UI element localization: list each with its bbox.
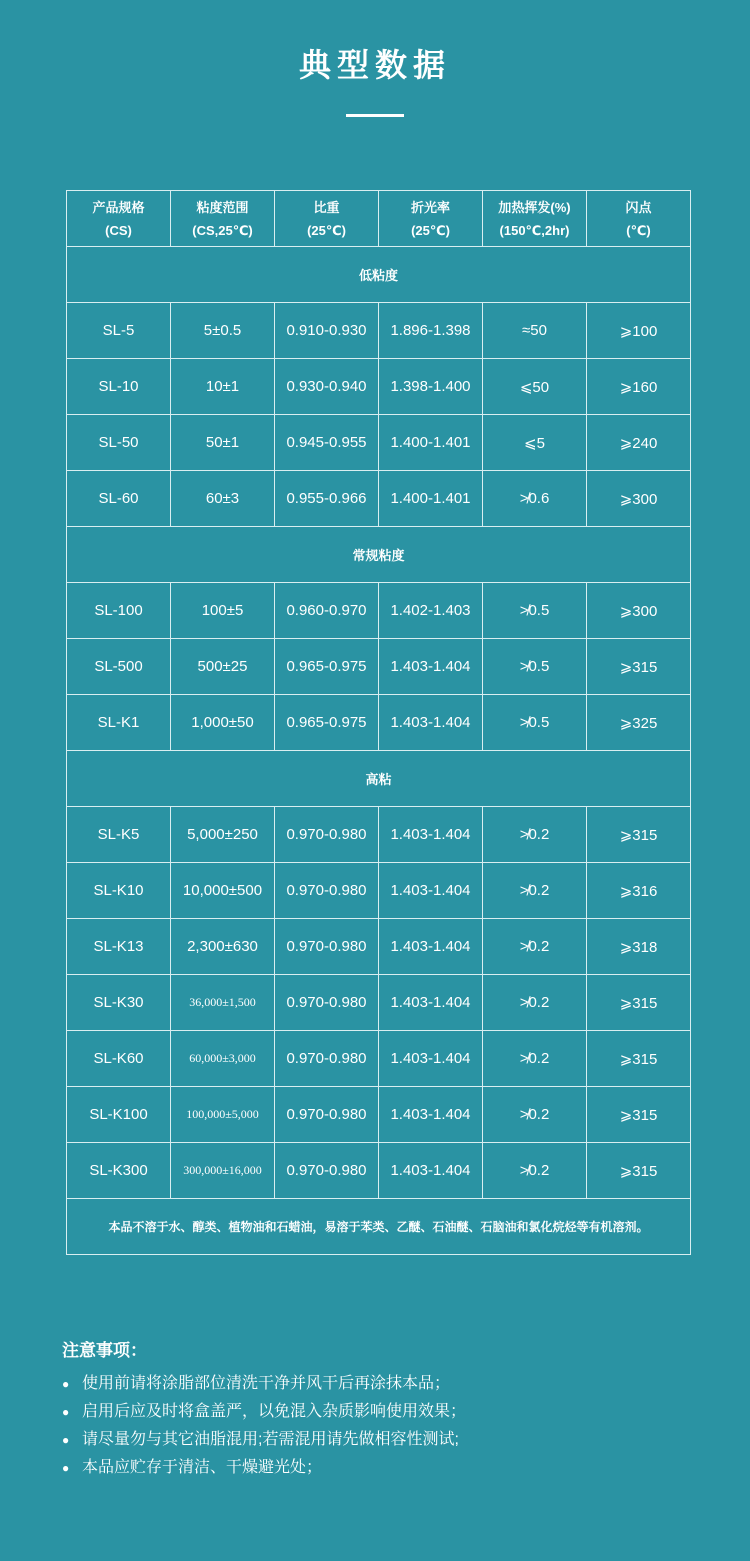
section-row [67,527,691,583]
table-cell: ⩾240 [587,415,691,471]
table-cell: 0.970-0.980 [275,1143,379,1199]
table-header-cell [275,191,379,247]
table-row [67,975,691,1031]
table-cell: 0.970-0.980 [275,1087,379,1143]
table-row [67,807,691,863]
section-title: 高粘 [67,751,691,807]
table-cell: SL-100 [67,583,171,639]
table-header-cell [67,191,171,247]
table-cell: ⩾315 [587,807,691,863]
table-cell: 5,000±250 [171,807,275,863]
table-cell: 0.965-0.975 [275,639,379,695]
table-header-row [67,191,691,247]
table-cell: ⩾100 [587,303,691,359]
table-cell: 1.398-1.400 [379,359,483,415]
table-cell: ⩾315 [587,1143,691,1199]
table-cell: SL-K60 [67,1031,171,1087]
table-row [67,919,691,975]
table-cell: ⩾315 [587,1031,691,1087]
table-row [67,1031,691,1087]
table-cell: ≯0.2 [483,975,587,1031]
table-cell: ⩾315 [587,1087,691,1143]
notes-item-text: 启用后应及时将盒盖严，以免混入杂质影响使用效果； [82,1403,467,1420]
table-cell: 0.970-0.980 [275,1031,379,1087]
table-cell: 1.403-1.404 [379,1031,483,1087]
section-row [67,247,691,303]
table-cell: 1.403-1.404 [379,863,483,919]
table-cell: ⩽50 [483,359,587,415]
table-cell: 0.970-0.980 [275,919,379,975]
table-cell: 1.402-1.403 [379,583,483,639]
table-row [67,303,691,359]
table-cell: SL-10 [67,359,171,415]
table-cell: 1.403-1.404 [379,1087,483,1143]
table-cell: ⩽5 [483,415,587,471]
table-row [67,863,691,919]
table-cell: ⩾300 [587,471,691,527]
header-line: 粘度范围 [196,199,249,215]
table-cell: 5±0.5 [171,303,275,359]
notes-item-text: 请尽量勿与其它油脂混用;若需混用请先做相容性测试; [82,1431,459,1448]
table-cell: 1.400-1.401 [379,471,483,527]
table-cell: ≯0.2 [483,863,587,919]
table-cell: 100,000±5,000 [171,1087,275,1143]
bullet-icon: ● [62,1461,70,1475]
section-title: 常规粘度 [67,527,691,583]
table-cell: 0.955-0.966 [275,471,379,527]
table-cell: 60,000±3,000 [171,1031,275,1087]
table-cell: ≯0.2 [483,919,587,975]
table-cell: 1.403-1.404 [379,1143,483,1199]
table-cell: 1.403-1.404 [379,807,483,863]
header-line: 比重 [313,199,340,215]
table-cell: ⩾325 [587,695,691,751]
table-cell: SL-50 [67,415,171,471]
table-cell: ⩾160 [587,359,691,415]
header-line: 产品规格 [92,199,145,215]
table-cell: ≯0.5 [483,639,587,695]
table-cell: 50±1 [171,415,275,471]
table-cell: SL-K100 [67,1087,171,1143]
table-cell: 100±5 [171,583,275,639]
table-cell: ⩾300 [587,583,691,639]
table-cell: 1.403-1.404 [379,919,483,975]
table-cell: SL-K300 [67,1143,171,1199]
notes-item-text: 使用前请将涂脂部位清洗干净并风干后再涂抹本品； [82,1375,451,1392]
table-cell: 0.970-0.980 [275,807,379,863]
table-cell: 36,000±1,500 [171,975,275,1031]
table-cell: 60±3 [171,471,275,527]
table-note: 本品不溶于水、醇类、植物油和石蜡油，易溶于苯类、乙醚、石油醚、石脑油和氯化烷烃等有机溶剂。 [67,1199,691,1255]
table-cell: ≯0.2 [483,1143,587,1199]
notes-item-text: 本品应贮存于清洁、干燥避光处； [82,1459,323,1476]
table-cell: 10±1 [171,359,275,415]
table-row [67,471,691,527]
table-cell: 1.403-1.404 [379,639,483,695]
header-line: (25℃) [411,222,450,238]
table-cell: 0.945-0.955 [275,415,379,471]
table-row [67,639,691,695]
table-header-cell [171,191,275,247]
table-cell: 0.930-0.940 [275,359,379,415]
table-cell: SL-500 [67,639,171,695]
notes-item [62,1426,722,1454]
table-header-cell [483,191,587,247]
table-row [67,415,691,471]
table-cell: 0.910-0.930 [275,303,379,359]
table-cell: SL-5 [67,303,171,359]
header-line: 折光率 [410,199,450,215]
table-cell: ≈50 [483,303,587,359]
table-cell: 1.403-1.404 [379,695,483,751]
table-cell: SL-K13 [67,919,171,975]
table-cell: SL-K30 [67,975,171,1031]
table-cell: SL-60 [67,471,171,527]
title-underline [346,114,404,117]
notes-item [62,1370,722,1398]
table-cell: ⩾315 [587,975,691,1031]
bullet-icon: ● [62,1405,70,1419]
table-cell: 500±25 [171,639,275,695]
table-cell: ≯0.5 [483,583,587,639]
table-cell: 10,000±500 [171,863,275,919]
table-cell: SL-K1 [67,695,171,751]
header-line: 闪点 [625,199,652,215]
table-cell: SL-K10 [67,863,171,919]
table-header-cell [379,191,483,247]
table-cell: 2,300±630 [171,919,275,975]
table-cell: 0.965-0.975 [275,695,379,751]
table-cell: 0.970-0.980 [275,975,379,1031]
table-row [67,359,691,415]
notes-item [62,1398,722,1426]
table-cell: ⩾318 [587,919,691,975]
table-cell: 0.970-0.980 [275,863,379,919]
table-note-row [67,1199,691,1255]
table-cell: 1.403-1.404 [379,975,483,1031]
section-row [67,751,691,807]
typical-data-table [66,190,691,1255]
page-title: 典型数据 [298,47,451,83]
table-cell: 1.400-1.401 [379,415,483,471]
table-cell: ≯0.5 [483,695,587,751]
table-cell: ≯0.2 [483,807,587,863]
notes-item [62,1454,722,1482]
notes-section [62,1336,722,1482]
header-line: (CS) [105,222,132,238]
table-header-cell [587,191,691,247]
table-row [67,695,691,751]
table-row [67,1143,691,1199]
table-cell: 300,000±16,000 [171,1143,275,1199]
bullet-icon: ● [62,1433,70,1447]
table-cell: ≯0.2 [483,1031,587,1087]
table-cell: SL-K5 [67,807,171,863]
header-line: (150℃,2hr) [499,222,570,238]
table-cell: ≯0.2 [483,1087,587,1143]
table-cell: ⩾315 [587,639,691,695]
header-line: (25℃) [307,222,346,238]
table-cell: ⩾316 [587,863,691,919]
table-cell: 1.896-1.398 [379,303,483,359]
notes-list [62,1370,722,1482]
table-cell: 1,000±50 [171,695,275,751]
header-line: (CS,25℃) [192,222,253,238]
table-row [67,583,691,639]
header-line: (℃) [626,222,651,238]
notes-title: 注意事项： [62,1341,147,1360]
header-line: 加热挥发(%) [498,199,571,215]
table-row [67,1087,691,1143]
section-title: 低粘度 [67,247,691,303]
table-cell: 0.960-0.970 [275,583,379,639]
bullet-icon: ● [62,1377,70,1391]
table-cell: ≯0.6 [483,471,587,527]
